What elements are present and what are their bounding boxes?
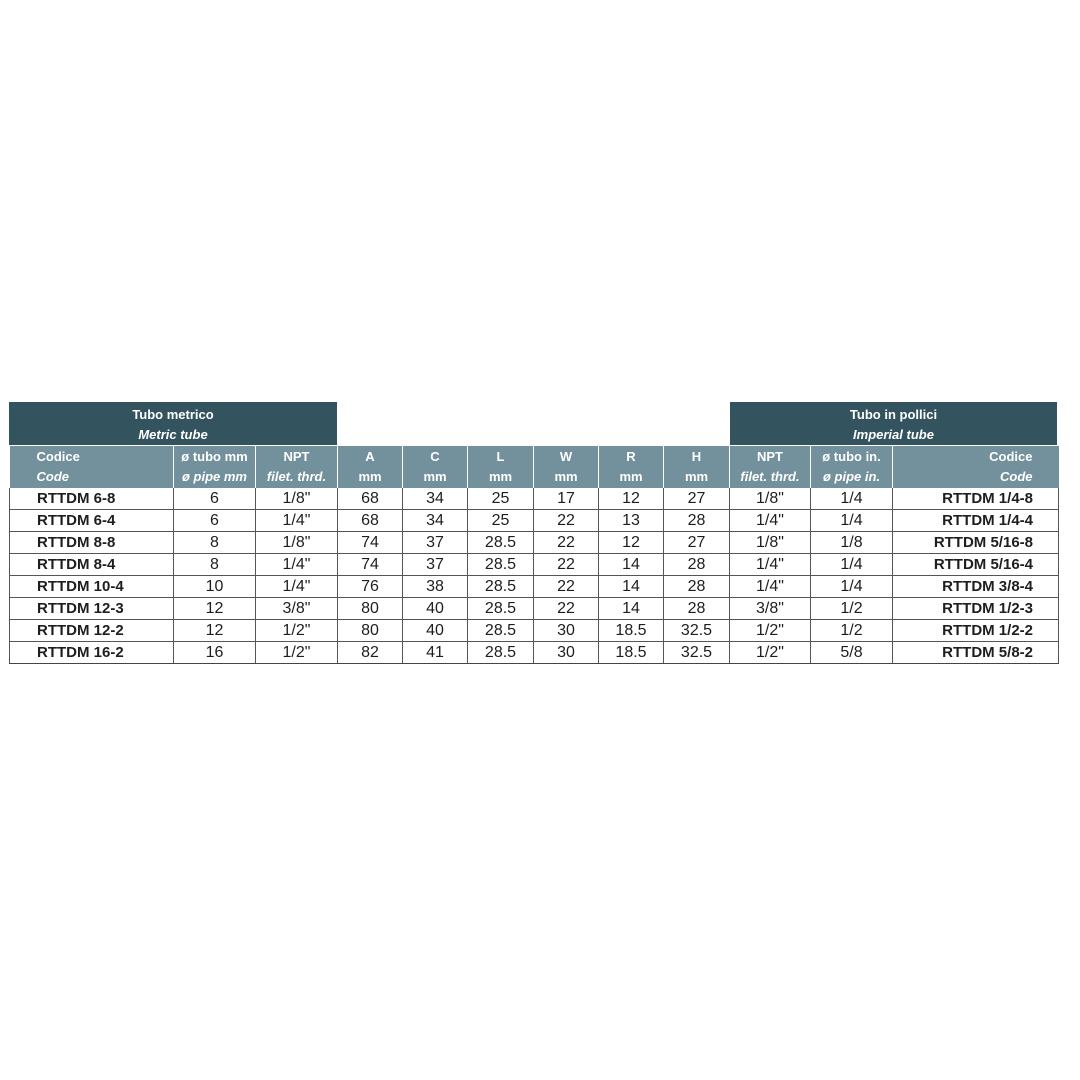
column-header-sublabel: mm	[423, 469, 447, 484]
w-cell: 30	[534, 620, 599, 642]
r-cell: 13	[599, 510, 664, 532]
l-cell: 28.5	[468, 576, 534, 598]
h-cell: 32.5	[664, 620, 730, 642]
h-cell: 28	[664, 554, 730, 576]
r-cell: 12	[599, 532, 664, 554]
column-header-sublabel: mm	[358, 469, 382, 484]
table-row	[10, 598, 1059, 620]
column-header-label: ø tubo mm	[181, 449, 248, 464]
metric-tube-title: Tubo metrico	[132, 407, 214, 422]
pipe-mm-cell: 6	[174, 488, 256, 510]
table-row	[10, 642, 1059, 664]
table-row	[10, 554, 1059, 576]
pipe-mm-cell: 12	[174, 620, 256, 642]
r-cell: 14	[599, 576, 664, 598]
c-cell: 41	[403, 642, 468, 664]
column-header-sublabel: Code	[36, 469, 69, 484]
r-cell: 18.5	[599, 642, 664, 664]
pipe-in-cell: 1/4	[811, 554, 893, 576]
npt-metric-cell: 1/2"	[256, 642, 338, 664]
metric-code-cell: RTTDM 8-8	[10, 532, 174, 554]
column-header-label: C	[430, 449, 440, 464]
l-cell: 28.5	[468, 642, 534, 664]
pipe-in-cell: 1/2	[811, 598, 893, 620]
imperial-code-cell: RTTDM 3/8-4	[893, 576, 1059, 598]
pipe-in-cell: 1/8	[811, 532, 893, 554]
spec-table-body	[10, 488, 1059, 664]
column-header-label: W	[559, 449, 573, 464]
c-cell: 34	[403, 488, 468, 510]
table-row	[10, 532, 1059, 554]
column-header-label: R	[626, 449, 636, 464]
metric-code-cell: RTTDM 10-4	[10, 576, 174, 598]
pipe-in-cell: 1/4	[811, 510, 893, 532]
column-header-pipe-in	[811, 446, 893, 488]
table-row	[10, 510, 1059, 532]
imperial-tube-title: Tubo in pollici	[849, 407, 938, 422]
l-cell: 25	[468, 510, 534, 532]
a-cell: 82	[338, 642, 403, 664]
imperial-code-cell: RTTDM 5/16-4	[893, 554, 1059, 576]
r-cell: 14	[599, 554, 664, 576]
h-cell: 28	[664, 576, 730, 598]
column-header-label: ø tubo in.	[822, 449, 881, 464]
column-header-pipe-mm	[174, 446, 256, 488]
c-cell: 34	[403, 510, 468, 532]
pipe-in-cell: 1/4	[811, 576, 893, 598]
metric-tube-subtitle: Metric tube	[138, 427, 208, 442]
pipe-mm-cell: 10	[174, 576, 256, 598]
npt-imperial-cell: 1/8"	[730, 532, 811, 554]
column-header-a	[338, 446, 403, 488]
npt-metric-cell: 1/8"	[256, 532, 338, 554]
column-header-w	[534, 446, 599, 488]
pipe-mm-cell: 12	[174, 598, 256, 620]
imperial-tube-group-header	[730, 402, 1057, 445]
l-cell: 25	[468, 488, 534, 510]
npt-metric-cell: 1/4"	[256, 576, 338, 598]
npt-imperial-cell: 3/8"	[730, 598, 811, 620]
metric-code-cell: RTTDM 12-2	[10, 620, 174, 642]
column-header-label: H	[691, 449, 702, 464]
imperial-code-cell: RTTDM 1/2-3	[893, 598, 1059, 620]
column-header-sublabel: ø pipe mm	[181, 469, 247, 484]
column-header-sublabel: mm	[619, 469, 643, 484]
a-cell: 68	[338, 510, 403, 532]
npt-imperial-cell: 1/4"	[730, 510, 811, 532]
a-cell: 80	[338, 620, 403, 642]
pipe-mm-cell: 6	[174, 510, 256, 532]
pipe-in-cell: 5/8	[811, 642, 893, 664]
column-header-sublabel: Code	[1000, 469, 1033, 484]
a-cell: 74	[338, 554, 403, 576]
imperial-code-cell: RTTDM 1/4-8	[893, 488, 1059, 510]
h-cell: 28	[664, 510, 730, 532]
npt-metric-cell: 1/4"	[256, 554, 338, 576]
column-header-c	[403, 446, 468, 488]
h-cell: 28	[664, 598, 730, 620]
column-header-sublabel: mm	[684, 469, 709, 484]
column-header-npt-metric	[256, 446, 338, 488]
npt-imperial-cell: 1/4"	[730, 576, 811, 598]
pipe-mm-cell: 16	[174, 642, 256, 664]
a-cell: 80	[338, 598, 403, 620]
w-cell: 17	[534, 488, 599, 510]
npt-metric-cell: 3/8"	[256, 598, 338, 620]
metric-code-cell: RTTDM 16-2	[10, 642, 174, 664]
column-header-l	[468, 446, 534, 488]
imperial-tube-subtitle: Imperial tube	[853, 427, 934, 442]
w-cell: 22	[534, 554, 599, 576]
w-cell: 22	[534, 510, 599, 532]
l-cell: 28.5	[468, 554, 534, 576]
npt-metric-cell: 1/8"	[256, 488, 338, 510]
column-header-r	[599, 446, 664, 488]
r-cell: 14	[599, 598, 664, 620]
column-header-label: NPT	[283, 449, 310, 464]
table-row	[10, 620, 1059, 642]
header-row	[10, 446, 1059, 488]
metric-code-cell: RTTDM 12-3	[10, 598, 174, 620]
c-cell: 40	[403, 620, 468, 642]
table-row	[10, 576, 1059, 598]
a-cell: 74	[338, 532, 403, 554]
w-cell: 22	[534, 532, 599, 554]
table-row	[10, 488, 1059, 510]
column-header-label: Codice	[989, 449, 1033, 464]
column-header-metric-code	[10, 446, 174, 488]
column-header-label: Codice	[36, 449, 80, 464]
l-cell: 28.5	[468, 620, 534, 642]
column-header-label: NPT	[757, 449, 783, 464]
metric-code-cell: RTTDM 8-4	[10, 554, 174, 576]
metric-tube-group-header	[9, 402, 337, 445]
column-header-h	[664, 446, 730, 488]
column-header-sublabel: ø pipe in.	[822, 469, 881, 484]
column-header-label: L	[496, 449, 505, 464]
npt-imperial-cell: 1/4"	[730, 554, 811, 576]
column-header-imperial-code	[893, 446, 1059, 488]
h-cell: 27	[664, 532, 730, 554]
column-header-sublabel: mm	[488, 469, 513, 484]
r-cell: 18.5	[599, 620, 664, 642]
c-cell: 37	[403, 554, 468, 576]
r-cell: 12	[599, 488, 664, 510]
npt-metric-cell: 1/2"	[256, 620, 338, 642]
pipe-in-cell: 1/4	[811, 488, 893, 510]
h-cell: 32.5	[664, 642, 730, 664]
c-cell: 37	[403, 532, 468, 554]
w-cell: 22	[534, 598, 599, 620]
imperial-code-cell: RTTDM 1/4-4	[893, 510, 1059, 532]
w-cell: 30	[534, 642, 599, 664]
npt-metric-cell: 1/4"	[256, 510, 338, 532]
a-cell: 76	[338, 576, 403, 598]
column-header-sublabel: mm	[554, 469, 578, 484]
npt-imperial-cell: 1/8"	[730, 488, 811, 510]
c-cell: 40	[403, 598, 468, 620]
spec-table-head	[10, 446, 1059, 488]
column-header-npt-imperial	[730, 446, 811, 488]
metric-code-cell: RTTDM 6-4	[10, 510, 174, 532]
pipe-mm-cell: 8	[174, 532, 256, 554]
imperial-code-cell: RTTDM 5/16-8	[893, 532, 1059, 554]
l-cell: 28.5	[468, 598, 534, 620]
npt-imperial-cell: 1/2"	[730, 620, 811, 642]
pipe-mm-cell: 8	[174, 554, 256, 576]
spec-table	[9, 446, 1059, 664]
npt-imperial-cell: 1/2"	[730, 642, 811, 664]
metric-code-cell: RTTDM 6-8	[10, 488, 174, 510]
imperial-code-cell: RTTDM 5/8-2	[893, 642, 1059, 664]
column-header-label: A	[365, 449, 375, 464]
w-cell: 22	[534, 576, 599, 598]
imperial-code-cell: RTTDM 1/2-2	[893, 620, 1059, 642]
h-cell: 27	[664, 488, 730, 510]
column-header-sublabel: filet. thrd.	[266, 469, 327, 484]
l-cell: 28.5	[468, 532, 534, 554]
a-cell: 68	[338, 488, 403, 510]
column-header-sublabel: filet. thrd.	[740, 469, 800, 484]
pipe-in-cell: 1/2	[811, 620, 893, 642]
c-cell: 38	[403, 576, 468, 598]
